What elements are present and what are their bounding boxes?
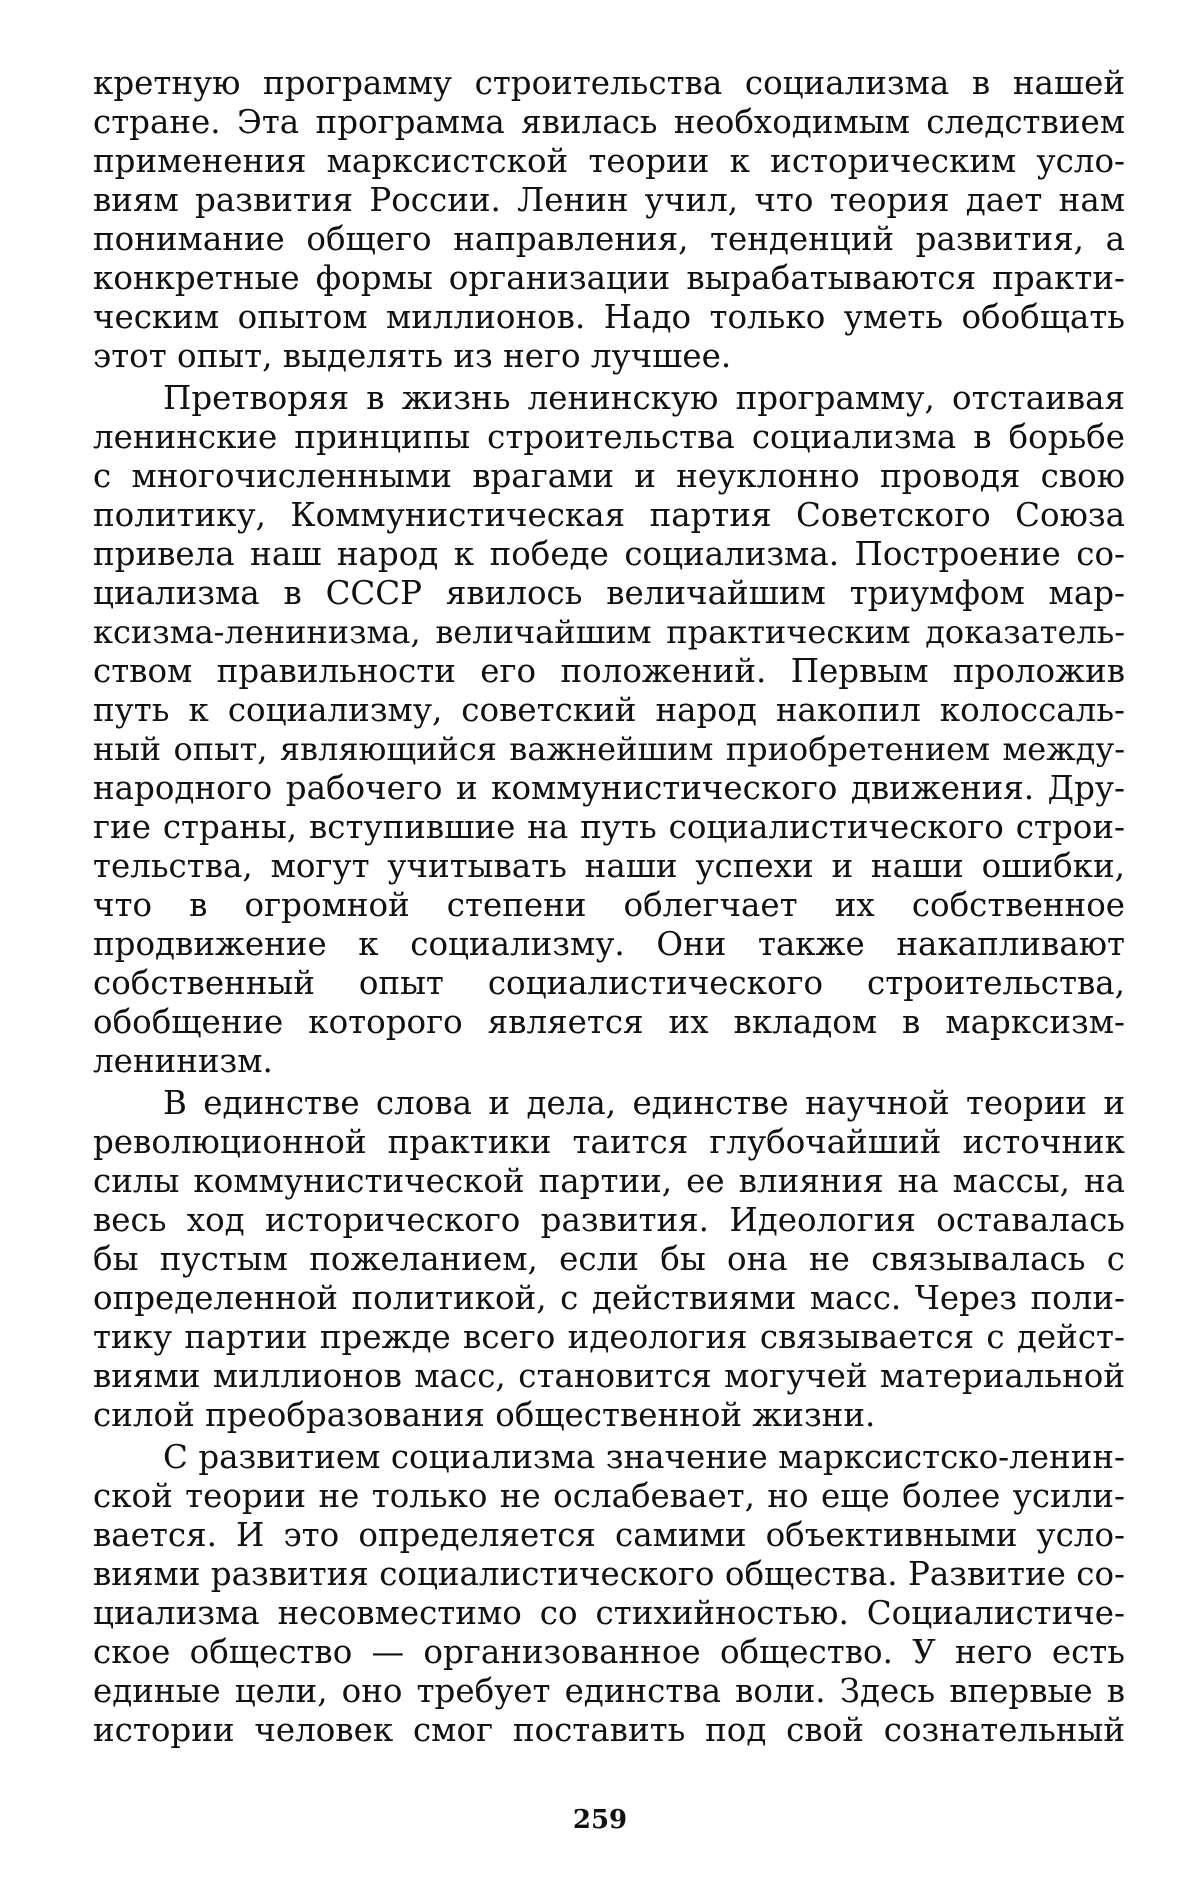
text-line: ством правильности его положений. Первым проложив: [93, 652, 1125, 690]
text-line: ской теории не только не ослабевает, но еще более усили-: [93, 1477, 1125, 1515]
text-line: собственный опыт социалистического строительства,: [93, 964, 1125, 1002]
text-line: ный опыт, являющийся важнейшим приобретением между-: [93, 730, 1125, 768]
text-line: единые цели, оно требует единства воли. Здесь впервые в: [93, 1672, 1125, 1710]
text-line: обобщение которого является их вкладом в марксизм-: [93, 1003, 1125, 1041]
text-line: ческим опытом миллионов. Надо только уметь обобщать: [93, 298, 1125, 336]
text-line: тику партии прежде всего идеология связывается с дейст-: [93, 1318, 1125, 1356]
text-line: ксизма-ленинизма, величайшим практическим доказатель-: [93, 613, 1125, 651]
text-line: конкретные формы организации вырабатываются практи-: [93, 259, 1125, 297]
text-line: кретную программу строительства социализма в нашей: [93, 64, 1125, 102]
text-line: тельства, могут учитывать наши успехи и наши ошибки,: [93, 847, 1125, 885]
text-line: ское общество — организованное общество. У него есть: [93, 1633, 1125, 1671]
text-line: ленинизм.: [93, 1042, 273, 1080]
text-line: бы пустым пожеланием, если бы она не связывалась с: [93, 1240, 1125, 1278]
text-line: этот опыт, выделять из него лучшее.: [93, 337, 732, 375]
text-line: В единстве слова и дела, единстве научной теории и: [163, 1084, 1125, 1122]
text-line: народного рабочего и коммунистического движения. Дру-: [93, 769, 1125, 807]
text-line: понимание общего направления, тенденций развития, а: [93, 220, 1125, 258]
text-line: стране. Эта программа явилась необходимым следствием: [93, 103, 1125, 141]
text-line: циализма в СССР явилось величайшим триумфом мар-: [93, 574, 1125, 612]
text-line: виями миллионов масс, становится могучей материальной: [93, 1357, 1125, 1395]
text-line: ленинские принципы строительства социализма в борьбе: [93, 418, 1125, 456]
text-line: виями развития социалистического общества. Развитие со-: [93, 1555, 1125, 1593]
text-line: что в огромной степени облегчает их собственное: [93, 886, 1125, 924]
page-number: 259: [572, 1805, 628, 1835]
text-line: продвижение к социализму. Они также накапливают: [93, 925, 1125, 963]
text-line: применения марксистской теории к историческим усло-: [93, 142, 1125, 180]
text-line: силы коммунистической партии, ее влияния на массы, на: [93, 1162, 1125, 1200]
text-line: политику, Коммунистическая партия Советского Союза: [93, 496, 1125, 534]
text-line: С развитием социализма значение марксистско-ленин-: [163, 1438, 1125, 1476]
text-line: циализма несовместимо со стихийностью. Социалистиче-: [93, 1594, 1125, 1632]
text-line: путь к социализму, советский народ накопил колоссаль-: [93, 691, 1125, 729]
text-line: гие страны, вступившие на путь социалистического строи-: [93, 808, 1125, 846]
text-line: с многочисленными врагами и неуклонно проводя свою: [93, 457, 1125, 495]
text-line: Претворяя в жизнь ленинскую программу, отстаивая: [163, 379, 1125, 417]
text-line: истории человек смог поставить под свой сознательный: [93, 1711, 1125, 1749]
text-line: силой преобразования общественной жизни.: [93, 1396, 876, 1434]
text-line: вается. И это определяется самими объективными усло-: [93, 1516, 1125, 1554]
text-line: привела наш народ к победе социализма. Построение со-: [93, 535, 1125, 573]
text-line: революционной практики таится глубочайший источник: [93, 1123, 1125, 1161]
text-line: весь ход исторического развития. Идеология оставалась: [93, 1201, 1125, 1239]
text-line: виям развития России. Ленин учил, что теория дает нам: [93, 181, 1125, 219]
text-line: определенной политикой, с действиями масс. Через поли-: [93, 1279, 1125, 1317]
